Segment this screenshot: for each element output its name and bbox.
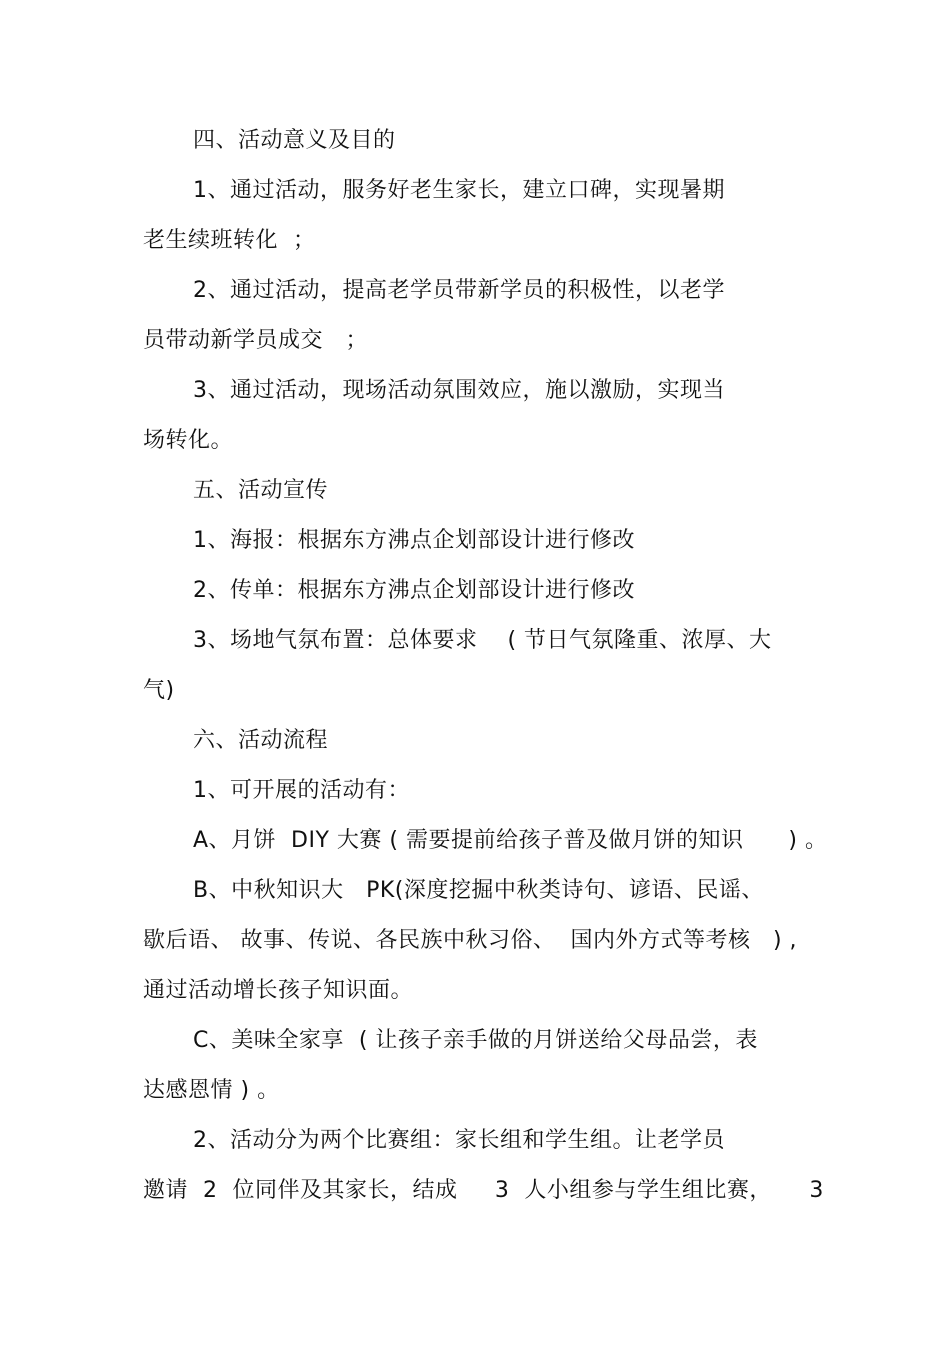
paragraph-line: 歇后语、 故事、传说、各民族中秋习俗、 国内外方式等考核 ) , bbox=[143, 928, 798, 953]
paragraph-line: 场转化。 bbox=[143, 428, 234, 453]
paragraph-line: 1、通过活动，服务好老生家长，建立口碑，实现暑期 bbox=[193, 178, 725, 203]
paragraph-line: 员带动新学员成交 ； bbox=[143, 328, 368, 353]
paragraph-line: 3、通过活动，现场活动氛围效应，施以激励，实现当 bbox=[193, 378, 725, 403]
paragraph-line: C、美味全家享 ( 让孩子亲手做的月饼送给父母品尝，表 bbox=[193, 1028, 758, 1053]
paragraph-line: 1、海报：根据东方沸点企划部设计进行修改 bbox=[193, 528, 635, 553]
section-heading-4: 四、活动意义及目的 bbox=[193, 128, 396, 153]
paragraph-line: 气) bbox=[143, 678, 175, 703]
paragraph-line: 老生续班转化 ； bbox=[143, 228, 316, 253]
paragraph-line: 3、场地气氛布置：总体要求 ( 节日气氛隆重、浓厚、大 bbox=[193, 628, 772, 653]
paragraph-line: 达感恩情 ) 。 bbox=[143, 1078, 280, 1103]
paragraph-line: 邀请 2 位同伴及其家长，结成 3 人小组参与学生组比赛， 3 bbox=[143, 1178, 824, 1203]
paragraph-line: 通过活动增长孩子知识面。 bbox=[143, 978, 414, 1003]
paragraph-line: 1、可开展的活动有： bbox=[193, 778, 410, 803]
paragraph-line: A、月饼 DIY 大赛 ( 需要提前给孩子普及做月饼的知识 ) 。 bbox=[193, 828, 828, 853]
paragraph-line: B、中秋知识大 PK(深度挖掘中秋类诗句、谚语、民谣、 bbox=[193, 878, 764, 903]
paragraph-line: 2、传单：根据东方沸点企划部设计进行修改 bbox=[193, 578, 635, 603]
paragraph-line: 2、通过活动，提高老学员带新学员的积极性，以老学 bbox=[193, 278, 725, 303]
section-heading-5: 五、活动宣传 bbox=[193, 478, 329, 503]
paragraph-line: 2、活动分为两个比赛组：家长组和学生组。让老学员 bbox=[193, 1128, 725, 1153]
section-heading-6: 六、活动流程 bbox=[193, 728, 329, 753]
